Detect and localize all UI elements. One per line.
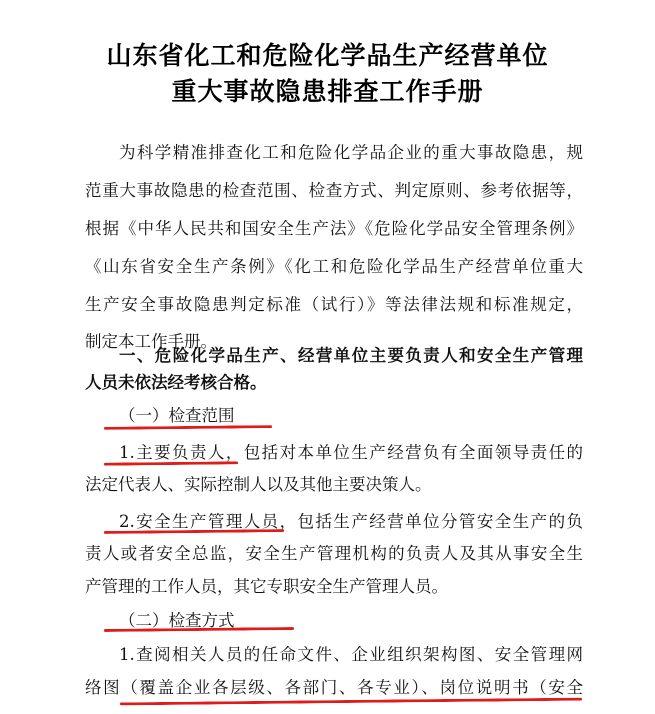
paragraph-line: 络图（覆盖企业各层级、各部门、各专业）、岗位说明书（安全 xyxy=(85,678,583,697)
paragraph-line: 2.安全生产管理人员，包括生产经营单位分管安全生产的负 xyxy=(119,512,583,531)
heading-line: 一、危险化学品生产、经营单位主要负责人和安全生产管理 xyxy=(119,346,583,365)
paragraph-line: 法定代表人、实际控制人以及其他主要决策人。 xyxy=(85,475,432,494)
paragraph-line: 根据《中华人民共和国安全生产法》《危险化学品安全管理条例》 xyxy=(85,219,583,238)
document-title-line-2: 重大事故隐患排查工作手册 xyxy=(171,77,484,106)
paragraph-line: 1.查阅相关人员的任命文件、企业组织架构图、安全管理网 xyxy=(119,645,583,664)
paragraph-line: 制定本工作手册。 xyxy=(85,332,217,351)
heading-line: 人员未依法经考核合格。 xyxy=(85,373,267,392)
paragraph-line: 为科学精准排查化工和危险化学品企业的重大事故隐患，规 xyxy=(119,143,583,162)
subheading-inspection-method: （二）检查方式 xyxy=(119,611,235,630)
paragraph-line: 生产安全事故隐患判定标准（试行）》等法律法规和标准规定， xyxy=(85,295,583,314)
paragraph-line: 责人或者安全总监，安全生产管理机构的负责人及其从事安全生 xyxy=(85,544,583,563)
document-title-line-1: 山东省化工和危险化学品生产经营单位 xyxy=(106,41,549,70)
paragraph-line: 《山东省安全生产条例》《化工和危险化学品生产经营单位重大 xyxy=(85,257,583,276)
paragraph-line: 1.主要负责人，包括对本单位生产经营负有全面领导责任的 xyxy=(119,443,583,462)
paragraph-line: 范重大事故隐患的检查范围、检查方式、判定原则、参考依据等， xyxy=(85,181,583,200)
paragraph-line: 产管理的工作人员，其它专职安全生产管理人员。 xyxy=(85,577,448,596)
subheading-inspection-scope: （一）检查范围 xyxy=(119,406,235,425)
